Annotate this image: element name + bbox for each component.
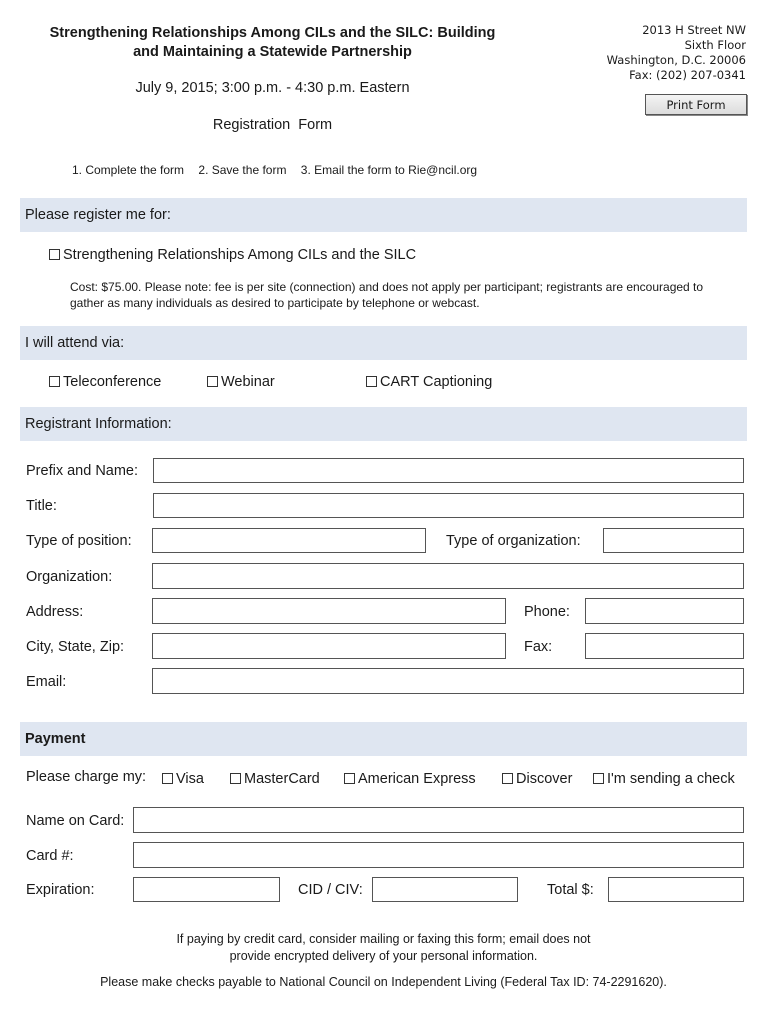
title-input[interactable] — [153, 493, 744, 518]
attend-heading: I will attend via: — [25, 335, 125, 351]
address-label: Address: — [26, 604, 84, 620]
expiration-input[interactable] — [133, 877, 280, 902]
credit-card-note-line-1: If paying by credit card, consider mailing or faxing this form; email does not — [176, 932, 591, 946]
total-label: Total $: — [547, 882, 594, 898]
checks-payable-note: Please make checks payable to National Council on Independent Living (Federal Tax ID: 74-2291620). — [100, 975, 667, 989]
organization-input[interactable] — [152, 563, 744, 589]
payment-heading: Payment — [25, 731, 86, 747]
check-label: I'm sending a check — [607, 771, 735, 787]
title-line-2: and Maintaining a Statewide Partnership — [133, 44, 412, 60]
address-fax: Fax: (202) 207-0341 — [629, 68, 746, 82]
step-3: 3. Email the form to Rie@ncil.org — [300, 163, 478, 177]
address-line-3: Washington, D.C. 20006 — [606, 53, 746, 67]
teleconference-checkbox[interactable] — [49, 376, 60, 387]
address-input[interactable] — [152, 598, 506, 624]
check-checkbox[interactable] — [593, 773, 604, 784]
position-label: Type of position: — [26, 533, 132, 549]
pay-mastercard[interactable] — [230, 771, 320, 787]
american-express-checkbox[interactable] — [344, 773, 355, 784]
total-input[interactable] — [608, 877, 744, 902]
organization-label: Organization: — [26, 569, 113, 585]
pay-visa[interactable] — [162, 771, 204, 787]
expiration-label: Expiration: — [26, 882, 95, 898]
american-express-label: American Express — [358, 771, 476, 787]
prefix-name-input[interactable] — [153, 458, 744, 483]
step-2: 2. Save the form — [198, 163, 287, 177]
step-1: 1. Complete the form — [72, 163, 185, 177]
address-line-1: 2013 H Street NW — [642, 23, 746, 37]
discover-label: Discover — [516, 771, 573, 787]
teleconference-label: Teleconference — [63, 374, 162, 390]
city-state-zip-input[interactable] — [152, 633, 506, 659]
visa-label: Visa — [176, 771, 204, 787]
org-type-input[interactable] — [603, 528, 744, 553]
position-input[interactable] — [152, 528, 426, 553]
address-line-2: Sixth Floor — [684, 38, 746, 52]
email-label: Email: — [26, 674, 67, 690]
name-on-card-input[interactable] — [133, 807, 744, 833]
city-state-zip-label: City, State, Zip: — [26, 639, 125, 655]
register-heading: Please register me for: — [25, 207, 171, 223]
phone-label: Phone: — [524, 604, 570, 620]
phone-input[interactable] — [585, 598, 744, 624]
cid-input[interactable] — [372, 877, 518, 902]
pay-american-express[interactable] — [344, 771, 476, 787]
visa-checkbox[interactable] — [162, 773, 173, 784]
payment-section-header — [20, 722, 747, 756]
pay-discover[interactable] — [502, 771, 572, 787]
prefix-name-label: Prefix and Name: — [26, 463, 139, 479]
cost-line-1: Cost: $75.00. Please note: fee is per site (connection) and does not apply per participant; registrants are encouraged to — [70, 280, 704, 294]
fax-input[interactable] — [585, 633, 744, 659]
instructions — [72, 163, 488, 177]
mastercard-checkbox[interactable] — [230, 773, 241, 784]
webinar-label: Webinar — [221, 374, 275, 390]
charge-label: Please charge my: — [26, 769, 147, 785]
register-option-label: Strengthening Relationships Among CILs and the SILC — [63, 247, 417, 263]
registration-form-heading: Registration Form — [212, 117, 333, 133]
attend-section-header — [20, 326, 747, 360]
attend-teleconference[interactable] — [49, 374, 161, 390]
org-type-label: Type of organization: — [446, 533, 581, 549]
cart-captioning-label: CART Captioning — [380, 374, 493, 390]
cid-label: CID / CIV: — [298, 882, 363, 898]
credit-card-note — [20, 931, 747, 965]
register-section-header — [20, 198, 747, 232]
title-line-1: Strengthening Relationships Among CILs and the SILC: Building — [49, 25, 496, 41]
card-number-input[interactable] — [133, 842, 744, 868]
webinar-checkbox[interactable] — [207, 376, 218, 387]
register-checkbox[interactable] — [49, 249, 60, 260]
fax-label: Fax: — [524, 639, 553, 655]
cart-captioning-checkbox[interactable] — [366, 376, 377, 387]
print-form-button[interactable]: Print Form — [645, 94, 747, 115]
email-input[interactable] — [152, 668, 744, 694]
mastercard-label: MasterCard — [244, 771, 320, 787]
register-option-silc[interactable] — [49, 247, 416, 263]
org-address — [607, 23, 746, 83]
title-label: Title: — [26, 498, 57, 514]
form-title — [20, 24, 525, 62]
discover-checkbox[interactable] — [502, 773, 513, 784]
registrant-heading: Registrant Information: — [25, 416, 172, 432]
pay-check[interactable] — [593, 771, 735, 787]
attend-webinar[interactable] — [207, 374, 275, 390]
credit-card-note-line-2: provide encrypted delivery of your personal information. — [229, 949, 538, 963]
card-number-label: Card #: — [26, 848, 74, 864]
name-on-card-label: Name on Card: — [26, 813, 125, 829]
cost-note — [70, 280, 742, 311]
event-datetime: July 9, 2015; 3:00 p.m. - 4:30 p.m. Eastern — [135, 80, 410, 96]
attend-cart-captioning[interactable] — [366, 374, 492, 390]
cost-line-2: gather as many individuals as desired to participate by telephone or webcast. — [70, 295, 480, 310]
registrant-section-header — [20, 407, 747, 441]
